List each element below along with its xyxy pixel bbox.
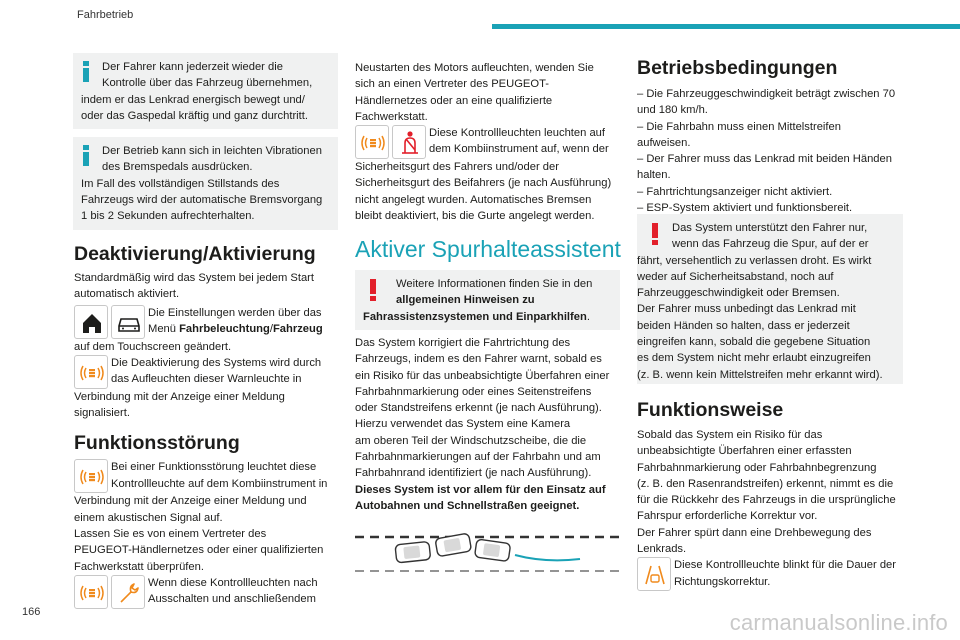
info-icon bbox=[83, 61, 89, 82]
lane-departure-diagram bbox=[355, 515, 620, 585]
column-2-text: Neustarten des Motors aufleuchten, wenden Sie sich an einen Vertreter des PEUGEOT- Händlernetzes oder an eine qualifizierte Fachwerkstatt. Diese Kontrollleuchten leuchten auf dem Kombiinstrument auf, wenn der Sicherheitsgurt des Fahrers und/oder der Sicherheitsgurt des Beifahrers (je nach Ausführung) nicht angelegt wurden. Automatisches Bremsen bleibt deaktiviert, bis die Gurte angelegt werden. bbox=[355, 62, 612, 223]
collision-warning-icon bbox=[74, 459, 108, 493]
warning-box-system-limits: Das System unterstützt den Fahrer nur, wenn das Fahrzeug die Spur, auf der er fährt, versehentlich zu verlassen droht. Es wirkt weder auf Sicherheitsabstand, noch auf Fahrzeuggeschwindigkeit oder Bremsen. Der Fahrer muss unbedingt das Lenkrad mit beiden Händen so halten, dass er jederzeit eingreifen kann, sobald die gegebene Situation es dem System nicht mehr erlaubt einzugreifen (z. B. wenn kein Mittelstreifen mehr erkannt wird). bbox=[637, 214, 903, 384]
lane-keeping-icon bbox=[637, 557, 671, 591]
column-2-body: Das System korrigiert die Fahrtrichtung des Fahrzeugs, indem es den Fahrer warnt, sobald es ein Risiko für das unbeabsichtigte Überfahren einer Fahrbahnmarkierung oder eines Seitenstreifens oder Standstreifens erkennt (je nach Ausführung). Hierzu verwendet das System eine Kamera am oberen Teil der Windschutzscheibe, die die Fahrbahnmarkierungen auf der Fahrbahn und am Fahrbahnrand identifiziert (je nach Ausführung). Dieses System ist vor allem für den Einsatz auf Autobahnen und Schnellstraßen geeignet. bbox=[355, 337, 610, 512]
heading-funktionsweise: Funktionsweise bbox=[637, 399, 784, 421]
seatbelt-icon bbox=[392, 125, 426, 159]
warning-box-more-info: Weitere Informationen finden Sie in den allgemeinen Hinweisen zu Fahrassistenzsystemen und Einparkhilfen. bbox=[355, 270, 620, 330]
page-number: 166 bbox=[22, 606, 41, 618]
heading-deaktivierung: Deaktivierung/Aktivierung bbox=[74, 243, 316, 265]
info-icon bbox=[83, 145, 89, 166]
service-wrench-icon bbox=[111, 575, 145, 609]
section-title-spurhalteassistent: Aktiver Spurhalteassistent bbox=[355, 236, 621, 262]
column-3-text: Betriebsbedingungen – Die Fahrzeuggeschwindigkeit beträgt zwischen 70 und 180 km/h. – Die Fahrbahn muss einen Mittelstreifen aufweisen. – Der Fahrer muss das Lenkrad mit beiden Händen halten. – Fahrtrichtungsanzeiger nicht aktiviert. – ESP-System aktiviert und funktionsbereit. bbox=[637, 56, 905, 216]
collision-warning-icon bbox=[74, 575, 108, 609]
warning-icon bbox=[370, 279, 377, 303]
collision-warning-icon bbox=[355, 125, 389, 159]
car-icon bbox=[111, 305, 145, 339]
header-accent-bar bbox=[492, 24, 960, 29]
collision-warning-icon bbox=[74, 355, 108, 389]
heading-betriebsbedingungen: Betriebsbedingungen bbox=[637, 57, 838, 79]
info-box-takeover: Der Fahrer kann jederzeit wieder die Kontrolle über das Fahrzeug übernehmen, indem er das Lenkrad energisch bewegt und/ oder das Gaspedal kräftig und ganz durchtritt. bbox=[73, 53, 338, 129]
column-1-text: Deaktivierung/Aktivierung Standardmäßig wird das System bei jedem Start automatisch aktiviert. Die Einstellungen werden über das Menü Fahrbeleuchtung/Fahrzeug auf dem Touchscreen geändert. Die Deaktivierung des Systems wird durch das Aufleuchten dieser Warnleuchte in Verbindung mit der Anzeige einer Meldung signalisiert. Funktionsstörung Bei einer Funktionsstörung leuchtet diese Kontrollleuchte auf dem Kombiinstrument in Verbindung mit der Anzeige einer Meldung und einem akustischen Signal auf. Lassen Sie es von einem Vertreter des PEUGEOT-Händlernetzes oder einer qualifizierten Fachwerkstatt überprüfen. Wenn diese Kontrollleuchten nach Ausschalten und anschließendem bbox=[74, 242, 340, 609]
heading-funktionsstoerung: Funktionsstörung bbox=[74, 432, 240, 455]
warning-icon bbox=[652, 223, 659, 247]
info-box-vibration: Der Betrieb kann sich in leichten Vibrationen des Bremspedals ausdrücken. Im Fall des vollständigen Stillstands des Fahrzeugs wird der automatische Bremsvorgang 1 bis 2 Sekunden aufrechterhalten. bbox=[73, 137, 338, 230]
home-icon bbox=[74, 305, 108, 339]
watermark: carmanualsonline.info bbox=[729, 610, 948, 635]
column-3-body: Funktionsweise Sobald das System ein Risiko für das unbeabsichtigte Überfahren einer erfassten Fahrbahnmarkierung oder Fahrbahnbegrenzung (z. B. den Rasenrandstreifen) erkennt, nimmt es die für die Rückkehr des Fahrzeugs in die ursprüngliche Fahrspur erforderliche Korrektur vor. Der Fahrer spürt dann eine Drehbewegung des Lenkrads. Diese Kontrollleuchte blinkt für die Dauer der Richtungskorrektur. bbox=[637, 398, 905, 591]
running-header: Fahrbetrieb bbox=[77, 9, 134, 21]
